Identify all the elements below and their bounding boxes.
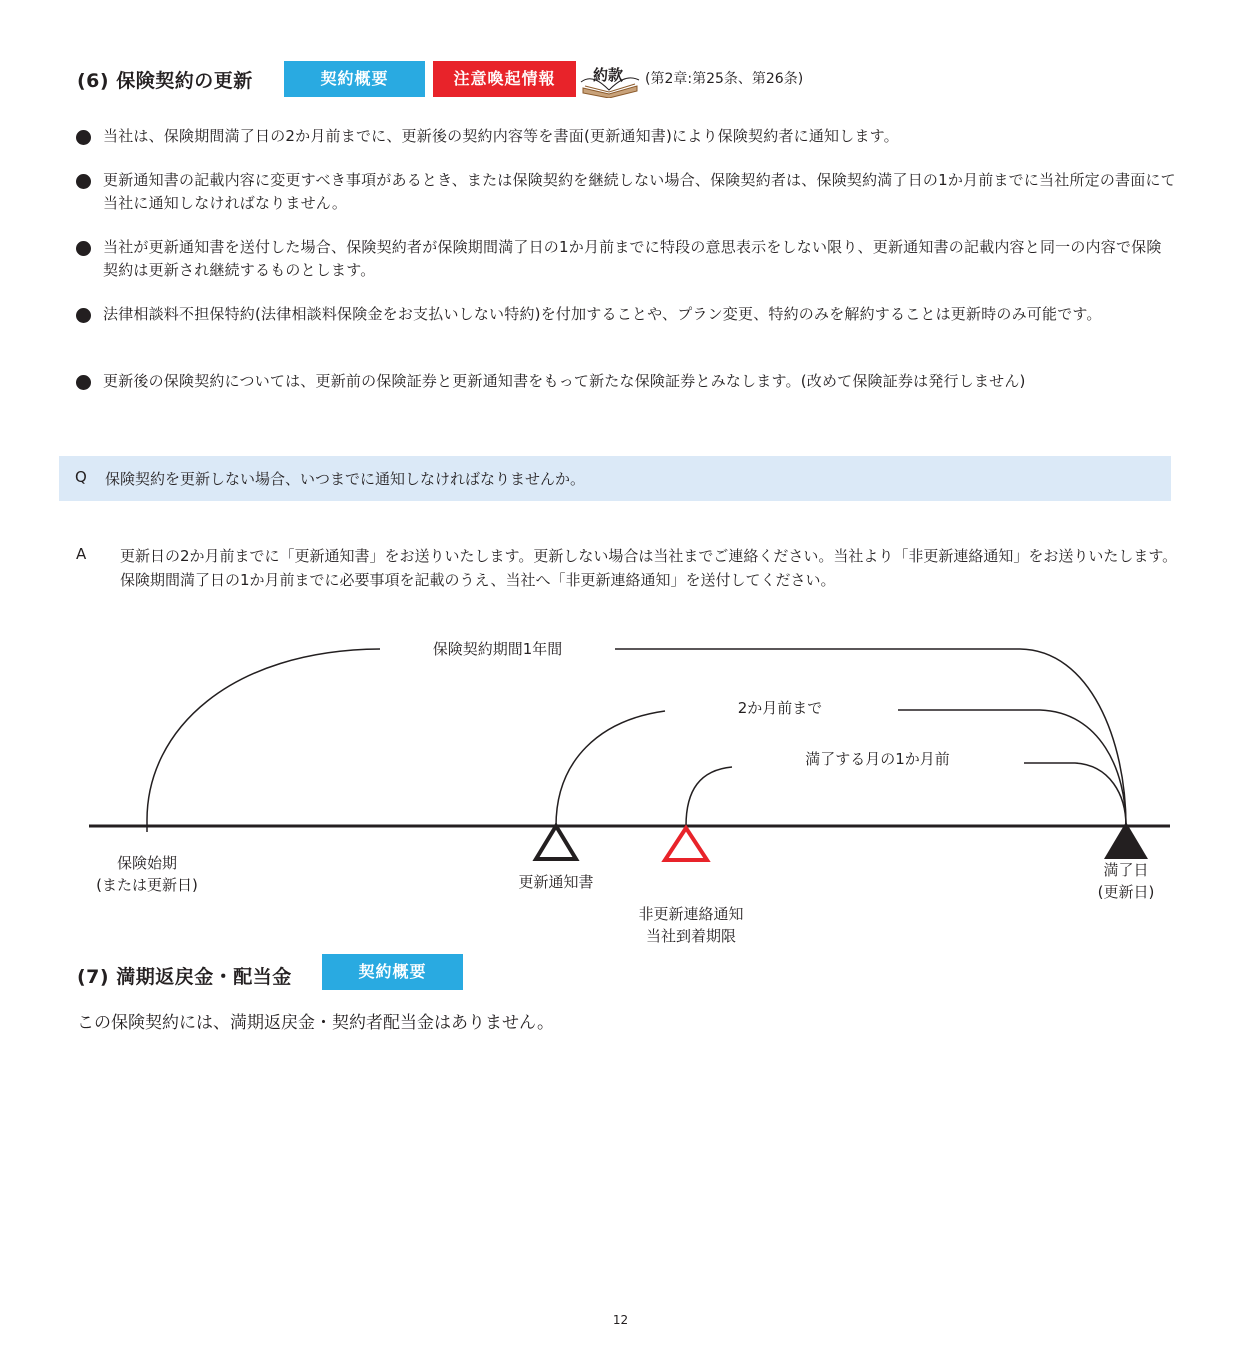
bullet-text: 当社は、保険期間満了日の2か月前までに、更新後の契約内容等を書面(更新通知書)により保険契約者に通知します。: [103, 127, 899, 145]
renewal-timeline-diagram: [0, 620, 1241, 950]
bullet-icon: [76, 174, 91, 189]
bullet-text: 更新後の保険契約については、更新前の保険証券と更新通知書をもって新たな保険証券とみなします。(改めて保険証券は発行しません): [103, 372, 1026, 390]
bullet-icon: [76, 130, 91, 145]
list-item: [76, 125, 1176, 149]
answer-mark: A: [76, 545, 87, 563]
contract-summary-badge: 契約概要: [284, 61, 425, 97]
clause-reference: (第2章:第25条、第26条): [645, 71, 804, 87]
warning-info-badge: 注意喚起情報: [433, 61, 576, 97]
period-label: 保険契約期間1年間: [432, 640, 563, 658]
yakkan-label: 約款: [593, 66, 624, 84]
nonrenewal-deadline-marker: [665, 828, 707, 860]
section-6-title: (6) 保険契約の更新: [77, 70, 253, 92]
two-months-arc-left: [556, 711, 665, 826]
yakkan-book-icon: [579, 60, 641, 98]
nonrenewal-label: [606, 903, 776, 947]
two-months-label: 2か月前まで: [737, 699, 823, 717]
expiry-label-line2: (更新日): [1097, 883, 1155, 901]
contract-summary-badge: 契約概要: [322, 954, 463, 990]
start-label: [67, 852, 227, 896]
bullet-icon: [76, 375, 91, 390]
list-item: [76, 169, 1176, 217]
bullet-icon: [76, 241, 91, 256]
bullet-icon: [76, 308, 91, 323]
one-month-arc-right: [1024, 763, 1126, 826]
bullet-text: 更新通知書の記載内容に変更すべき事項があるとき、または保険契約を継続しない場合、保険契約者は、保険契約満了日の1か月前までに当社所定の書面にて当社に通知しなければなりません。: [103, 171, 1176, 212]
period-arc-right: [615, 649, 1126, 826]
bullet-text: 当社が更新通知書を送付した場合、保険契約者が保険期間満了日の1か月前までに特段の意思表示をしない限り、更新通知書の記載内容と同一の内容で保険契約は更新され継続するものとします。: [103, 238, 1162, 279]
nonrenewal-label-line1: 非更新連絡通知: [638, 905, 744, 923]
section-7-title: (7) 満期返戻金・配当金: [77, 966, 292, 988]
answer-text: 更新日の2か月前までに「更新通知書」をお送りいたします。更新しない場合は当社までご連絡ください。当社より「非更新連絡通知」をお送りいたします。保険期間満了日の1か月前までに必要事項を記載のうえ、当社へ「非更新連絡通知」を送付してください。: [120, 547, 1178, 589]
one-month-label: 満了する月の1か月前: [805, 750, 950, 768]
list-item: [76, 303, 1176, 351]
question-mark: Q: [75, 468, 87, 486]
one-month-arc-left: [686, 767, 732, 826]
section-7-body: この保険契約には、満期返戻金・契約者配当金はありません。: [77, 1013, 555, 1033]
notice-label: 更新通知書: [518, 873, 594, 891]
start-label-line1: 保険始期: [116, 854, 177, 872]
start-label-line2: (または更新日): [96, 876, 198, 894]
question-box: [59, 456, 1171, 501]
list-item: [76, 236, 1176, 284]
notice-marker: [536, 826, 576, 859]
list-item: [76, 370, 1176, 394]
question-text: 保険契約を更新しない場合、いつまでに通知しなければなりませんか。: [105, 470, 586, 488]
nonrenewal-label-line2: 当社到着期限: [645, 927, 736, 945]
bullet-text: 法律相談料不担保特約(法律相談料保険金をお支払いしない特約)を付加することや、プラン変更、特約のみを解約することは更新時のみ可能です。: [103, 305, 1102, 323]
period-arc-left: [147, 649, 380, 832]
expiry-label: [1066, 859, 1186, 903]
expiry-marker: [1104, 822, 1148, 859]
expiry-label-line1: 満了日: [1103, 861, 1149, 879]
page-number: 12: [612, 1313, 629, 1327]
